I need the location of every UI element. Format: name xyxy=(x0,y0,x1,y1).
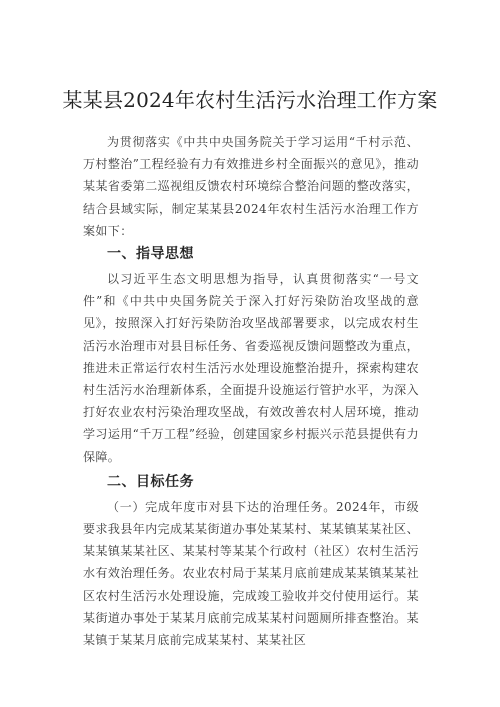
section-heading: 二、目标任务 xyxy=(107,473,194,490)
intro-paragraph: 为贯彻落实《中共中央国务院关于学习运用“千村示范、万村整治”工程经验有力有效推进乡村全面振兴的意见》，推动某某省委第二巡视组反馈农村环境综合整治问题的整改落实，结合县域实际，制定某某县2024年农村生活污水治理工作方案如下： xyxy=(83,135,419,238)
section-heading: 一、指导思想 xyxy=(107,246,194,263)
document-title: 某某县2024年农村生活污水治理工作方案 xyxy=(62,88,438,112)
section-guiding-ideology xyxy=(83,242,419,468)
section-paragraph: 以习近平生态文明思想为指导，认真贯彻落实“一号文件”和《中共中央国务院关于深入打好污染防治攻坚战的意见》，按照深入打好污染防治攻坚战部署要求，以完成农村生活污水治理市对县目标任务、省委巡视反馈问题整改为重点，推进未正常运行农村生活污水处理设施整治提升，探索构建农村生活污水治理新体系，全面提升设施运行管护水平，为深入打好农业农村污染治理攻坚战，有效改善农村人居环境，推动学习运用“千万工程”经验，创建国家乡村振兴示范县提供有力保障。 xyxy=(83,272,419,464)
section-paragraph: （一）完成年度市对县下达的治理任务。2024年，市级要求我县年内完成某某街道办事处某某村、某某镇某某社区、某某镇某某社区、某某村等某某个行政村（社区）农村生活污水有效治理任务。农业农村局于某某月底前建成某某镇某某社区农村生活污水处理设施，完成竣工验收并交付使用运行。某某街道办事处于某某月底前完成某某村问题厕所排查整治。某某镇于某某月底前完成某某村、某某社区 xyxy=(83,499,419,648)
section-targets-tasks xyxy=(83,470,419,651)
document-body xyxy=(83,128,419,651)
